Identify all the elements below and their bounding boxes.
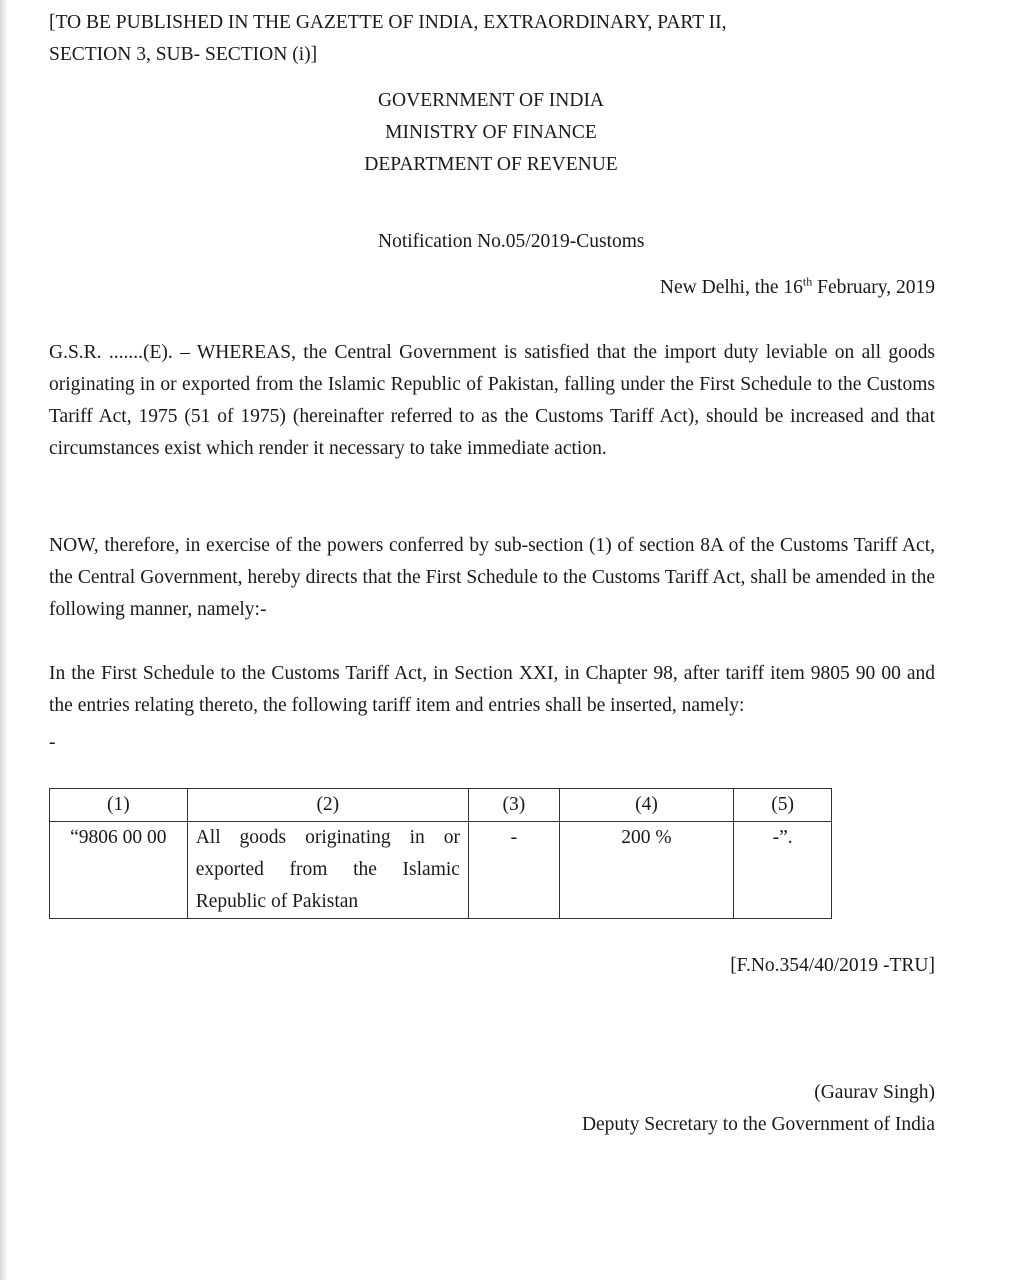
- insertion-paragraph: In the First Schedule to the Customs Tariff Act, in Section XXI, in Chapter 98, after tariff item 9805 90 00 and the entries relating thereto, the following tariff item and entries shall be inserted, namely:: [49, 663, 935, 716]
- date-suffix: February, 2019: [812, 277, 935, 298]
- date-ordinal: th: [802, 274, 813, 289]
- gazette-header: [49, 7, 949, 71]
- header-cell-4: (4): [559, 789, 733, 822]
- issuing-authority: [0, 85, 982, 181]
- col5-cell: -”.: [734, 822, 832, 919]
- rate-cell: 200 %: [559, 822, 733, 919]
- file-number: [F.No.354/40/2019 -TRU]: [730, 955, 935, 976]
- tariff-table: [49, 788, 832, 919]
- description-cell: All goods originating in or exported from the Islamic Republic of Pakistan: [187, 822, 468, 919]
- header-cell-3: (3): [468, 789, 559, 822]
- gazette-header-line-1: [TO BE PUBLISHED IN THE GAZETTE OF INDIA, EXTRAORDINARY, PART II,: [49, 12, 727, 33]
- tariff-item-cell: “9806 00 00: [50, 822, 188, 919]
- gazette-header-line-2: SECTION 3, SUB- SECTION (i)]: [49, 44, 318, 65]
- ministry-line: MINISTRY OF FINANCE: [385, 122, 597, 143]
- header-cell-5: (5): [734, 789, 832, 822]
- header-cell-1: (1): [50, 789, 188, 822]
- government-line: GOVERNMENT OF INDIA: [377, 90, 605, 111]
- trailing-dash: -: [49, 732, 56, 753]
- tariff-table-header-row: [50, 789, 832, 822]
- whereas-paragraph: G.S.R. .......(E). – WHEREAS, the Central Government is satisfied that the import duty leviable on all goods originating in or exported from the Islamic Republic of Pakistan, falling under the First Schedule to the Customs Tariff Act, 1975 (51 of 1975) (hereinafter referred to as the Customs Tariff Act), should be increased and that circumstances exist which render it necessary to take immediate action.: [49, 342, 935, 459]
- date-prefix: New Delhi, the 16: [659, 277, 803, 298]
- unit-cell: -: [468, 822, 559, 919]
- signature-block: [582, 1077, 935, 1141]
- page-edge-shadow: [0, 0, 8, 1280]
- header-cell-2: (2): [187, 789, 468, 822]
- department-line: DEPARTMENT OF REVENUE: [364, 154, 618, 175]
- notification-date: [660, 272, 935, 304]
- tariff-table-row: [50, 822, 832, 919]
- signatory-designation: Deputy Secretary to the Government of India: [581, 1114, 935, 1135]
- notification-number: Notification No.05/2019-Customs: [378, 231, 645, 252]
- signatory-name: (Gaurav Singh): [814, 1082, 935, 1103]
- now-therefore-paragraph: NOW, therefore, in exercise of the powers conferred by sub-section (1) of section 8A of the Customs Tariff Act, the Central Government, hereby directs that the First Schedule to the Customs Tariff Act, shall be amended in the following manner, namely:-: [49, 535, 935, 620]
